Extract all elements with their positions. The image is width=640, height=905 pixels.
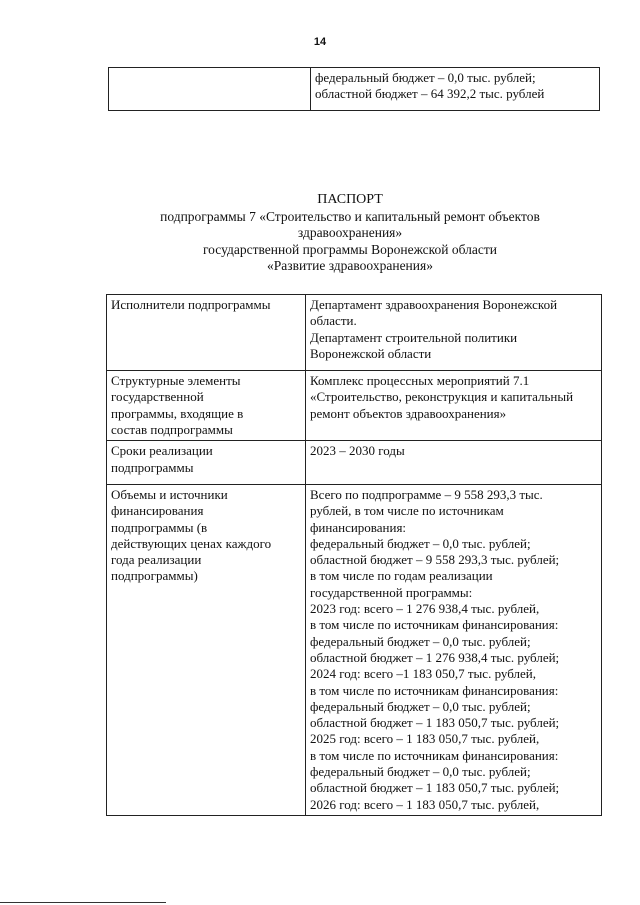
label-line: состав подпрограммы	[111, 422, 233, 438]
value-line: 2023 год: всего – 1 276 938,4 тыс. рублей,	[310, 601, 540, 617]
budget-line: областной бюджет – 64 392,2 тыс. рублей	[315, 86, 545, 102]
value-line: областной бюджет – 1 183 050,7 тыс. рублей;	[310, 715, 560, 731]
footnote-divider	[0, 902, 166, 903]
value-line: «Строительство, реконструкция и капитальный	[310, 389, 574, 405]
title-line: здравоохранения»	[297, 225, 403, 240]
value-line: федеральный бюджет – 0,0 тыс. рублей;	[310, 535, 531, 551]
value-line: государственной программы:	[310, 584, 473, 600]
title-line: «Развитие здравоохранения»	[267, 258, 433, 273]
value-line: Комплекс процессных мероприятий 7.1	[310, 373, 530, 389]
budget-cell	[311, 68, 600, 111]
table-row	[107, 441, 602, 485]
table-row	[107, 371, 602, 441]
row-label	[107, 484, 306, 815]
value-line: Департамент строительной политики	[310, 329, 518, 345]
title-heading: ПАСПОРТ	[317, 192, 383, 207]
value-line: федеральный бюджет – 0,0 тыс. рублей;	[310, 698, 531, 714]
label-line: программы, входящие в	[111, 405, 244, 421]
label-line: подпрограммы)	[111, 568, 198, 584]
value-line: в том числе по годам реализации	[310, 568, 493, 584]
value-line: в том числе по источникам финансирования:	[310, 682, 559, 698]
table-row	[107, 484, 602, 815]
page-number: 14	[313, 36, 327, 48]
title-line: государственной программы Воронежской области	[202, 241, 498, 257]
value-line: рублей, в том числе по источникам	[310, 503, 504, 519]
title-line: подпрограммы 7 «Строительство и капитальный ремонт объектов	[160, 208, 540, 224]
budget-line: федеральный бюджет – 0,0 тыс. рублей;	[315, 70, 536, 85]
value-line: 2024 год: всего –1 183 050,7 тыс. рублей,	[310, 666, 536, 682]
table-row	[107, 295, 602, 371]
label-line: Объемы и источники	[111, 486, 228, 502]
row-value	[306, 441, 602, 485]
value-line: области.	[310, 313, 357, 329]
value-line: Всего по подпрограмме – 9 558 293,3 тыс.	[310, 486, 543, 502]
table-row	[109, 68, 600, 111]
value-line: 2023 – 2030 годы	[310, 443, 405, 459]
label-line: подпрограммы	[111, 459, 194, 475]
row-value	[306, 295, 602, 371]
value-line: 2026 год: всего – 1 183 050,7 тыс. рублей,	[310, 796, 540, 812]
empty-cell	[109, 68, 311, 111]
value-line: областной бюджет – 1 276 938,4 тыс. рублей;	[310, 649, 560, 665]
continuation-table	[108, 67, 600, 111]
value-line: Воронежской области	[310, 345, 432, 361]
row-value	[306, 484, 602, 815]
label-line: финансирования	[111, 503, 204, 519]
label-line: действующих ценах каждого	[111, 535, 272, 551]
label-line: Исполнители подпрограммы	[111, 297, 271, 312]
value-line: Департамент здравоохранения Воронежской	[310, 297, 558, 312]
row-label	[107, 441, 306, 485]
value-line: финансирования:	[310, 519, 407, 535]
label-line: подпрограммы (в	[111, 519, 208, 535]
label-line: года реализации	[111, 552, 202, 568]
label-line: государственной	[111, 389, 204, 405]
value-line: областной бюджет – 1 183 050,7 тыс. рублей;	[310, 780, 560, 796]
label-line: Сроки реализации	[111, 443, 213, 459]
passport-table	[106, 294, 602, 816]
document-title	[100, 192, 600, 275]
value-line: областной бюджет – 9 558 293,3 тыс. рублей;	[310, 552, 560, 568]
label-line: Структурные элементы	[111, 373, 241, 389]
value-line: в том числе по источникам финансирования:	[310, 747, 559, 763]
row-value	[306, 371, 602, 441]
value-line: в том числе по источникам финансирования:	[310, 617, 559, 633]
value-line: федеральный бюджет – 0,0 тыс. рублей;	[310, 764, 531, 780]
row-label	[107, 295, 306, 371]
value-line: федеральный бюджет – 0,0 тыс. рублей;	[310, 633, 531, 649]
value-line: 2025 год: всего – 1 183 050,7 тыс. рублей,	[310, 731, 540, 747]
row-label	[107, 371, 306, 441]
value-line: ремонт объектов здравоохранения»	[310, 405, 507, 421]
